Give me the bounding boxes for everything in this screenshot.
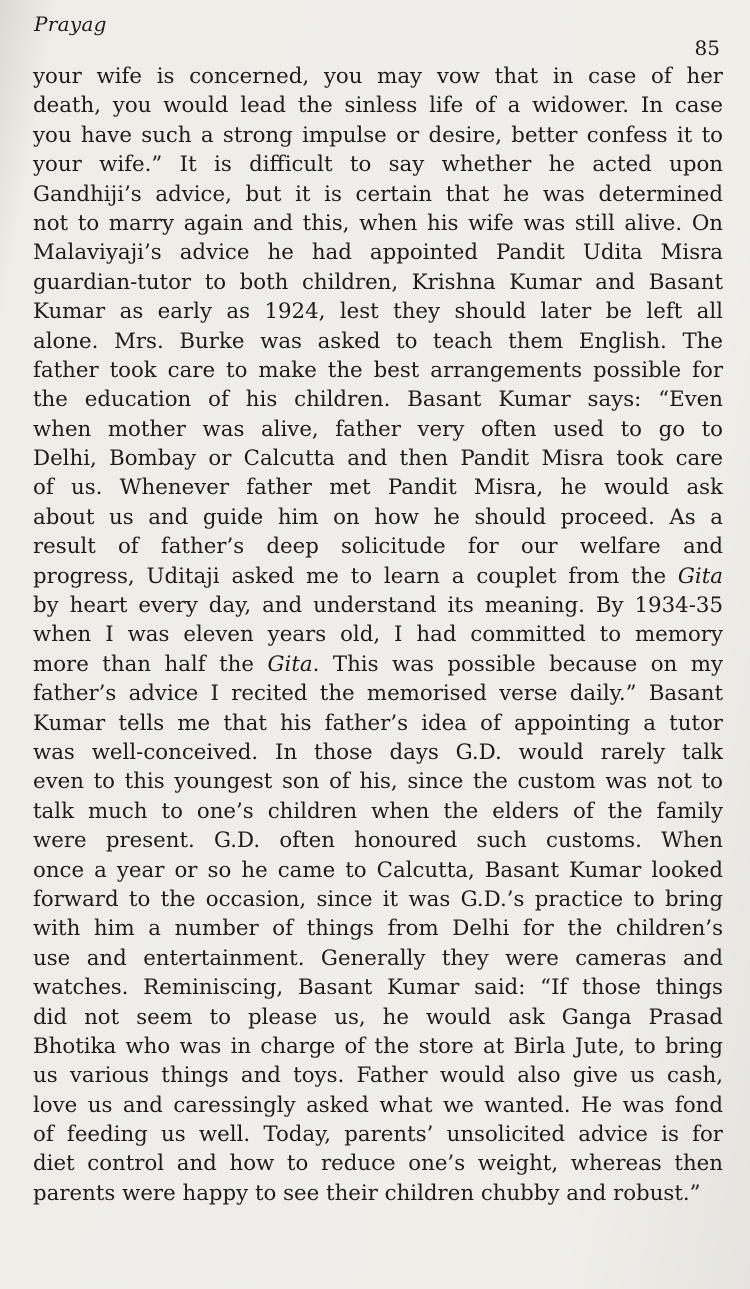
text-line-gita xyxy=(33,650,723,679)
text-line: Gandhiji’s advice, but it is certain that he was determined xyxy=(33,181,723,207)
text-line: death, you would lead the sinless life of a widower. In case xyxy=(33,93,723,119)
text-line: you have such a strong impulse or desire, better confess it to xyxy=(33,122,723,148)
text-line: once a year or so he came to Calcutta, Basant Kumar looked xyxy=(33,857,723,883)
page-number: 85 xyxy=(694,36,720,60)
text-line: even to this youngest son of his, since the custom was not to xyxy=(33,769,723,795)
text-line: use and entertainment. Generally they were cameras and xyxy=(33,945,723,971)
text-line: us various things and toys. Father would also give us cash, xyxy=(33,1063,723,1089)
text-line: talk much to one’s children when the elders of the family xyxy=(33,798,723,824)
text-line: diet control and how to reduce one’s weight, whereas then xyxy=(33,1151,723,1177)
text-line: Malaviyaji’s advice he had appointed Pandit Udita Misra xyxy=(33,240,723,266)
text-line: by heart every day, and understand its meaning. By 1934-35 xyxy=(33,593,723,619)
text-line: alone. Mrs. Burke was asked to teach them English. The xyxy=(33,328,723,354)
text-line: did not seem to please us, he would ask Ganga Prasad xyxy=(33,1004,723,1030)
italic-title-gita: Gita xyxy=(677,563,723,589)
text-line: forward to the occasion, since it was G.D.’s practice to bring xyxy=(33,886,723,912)
text-line: Delhi, Bombay or Calcutta and then Pandit Misra took care xyxy=(33,446,723,472)
line-text: progress, Uditaji asked me to learn a couplet from the xyxy=(33,563,678,589)
text-line: of us. Whenever father met Pandit Misra, he would ask xyxy=(33,475,723,501)
text-line: love us and caressingly asked what we wanted. He was fond xyxy=(33,1092,723,1118)
text-line: father’s advice I recited the memorised verse daily.” Basant xyxy=(33,681,723,707)
text-line: were present. G.D. often honoured such customs. When xyxy=(33,828,723,854)
text-line: your wife is concerned, you may vow that in case of her xyxy=(33,64,723,89)
text-line: of feeding us well. Today, parents’ unsolicited advice is for xyxy=(33,1122,723,1148)
text-line: Kumar tells me that his father’s idea of appointing a tutor xyxy=(33,710,723,736)
text-line: was well-conceived. In those days G.D. would rarely talk xyxy=(33,739,723,765)
text-line: watches. Reminiscing, Basant Kumar said: “If those things xyxy=(33,975,723,1001)
text-line: Bhotika who was in charge of the store at Birla Jute, to bring xyxy=(33,1033,723,1059)
italic-title-gita: Gita xyxy=(267,651,313,677)
text-line: the education of his children. Basant Kumar says: “Even xyxy=(33,387,723,413)
text-line: father took care to make the best arrangements possible for xyxy=(33,357,723,383)
line-text: more than half the xyxy=(33,651,268,677)
text-line: when mother was alive, father very often used to go to xyxy=(33,416,723,442)
text-line-gita xyxy=(33,562,723,591)
text-line: about us and guide him on how he should proceed. As a xyxy=(33,504,723,530)
running-head: Prayag xyxy=(34,12,107,36)
text-line: Kumar as early as 1924, lest they should later be left all xyxy=(33,299,723,325)
body-text xyxy=(33,62,723,1208)
text-line: with him a number of things from Delhi for the children’s xyxy=(33,916,723,942)
text-line: when I was eleven years old, I had committed to memory xyxy=(33,622,723,648)
text-line: your wife.” It is difficult to say whether he acted upon xyxy=(33,152,723,178)
text-line-last: parents were happy to see their children chubby and robust.” xyxy=(33,1180,701,1206)
text-line: guardian-tutor to both children, Krishna Kumar and Basant xyxy=(33,269,723,295)
line-text: . This was possible because on my xyxy=(312,651,723,677)
text-line: result of father’s deep solicitude for our welfare and xyxy=(33,534,723,560)
text-line: not to marry again and this, when his wife was still alive. On xyxy=(33,210,723,236)
